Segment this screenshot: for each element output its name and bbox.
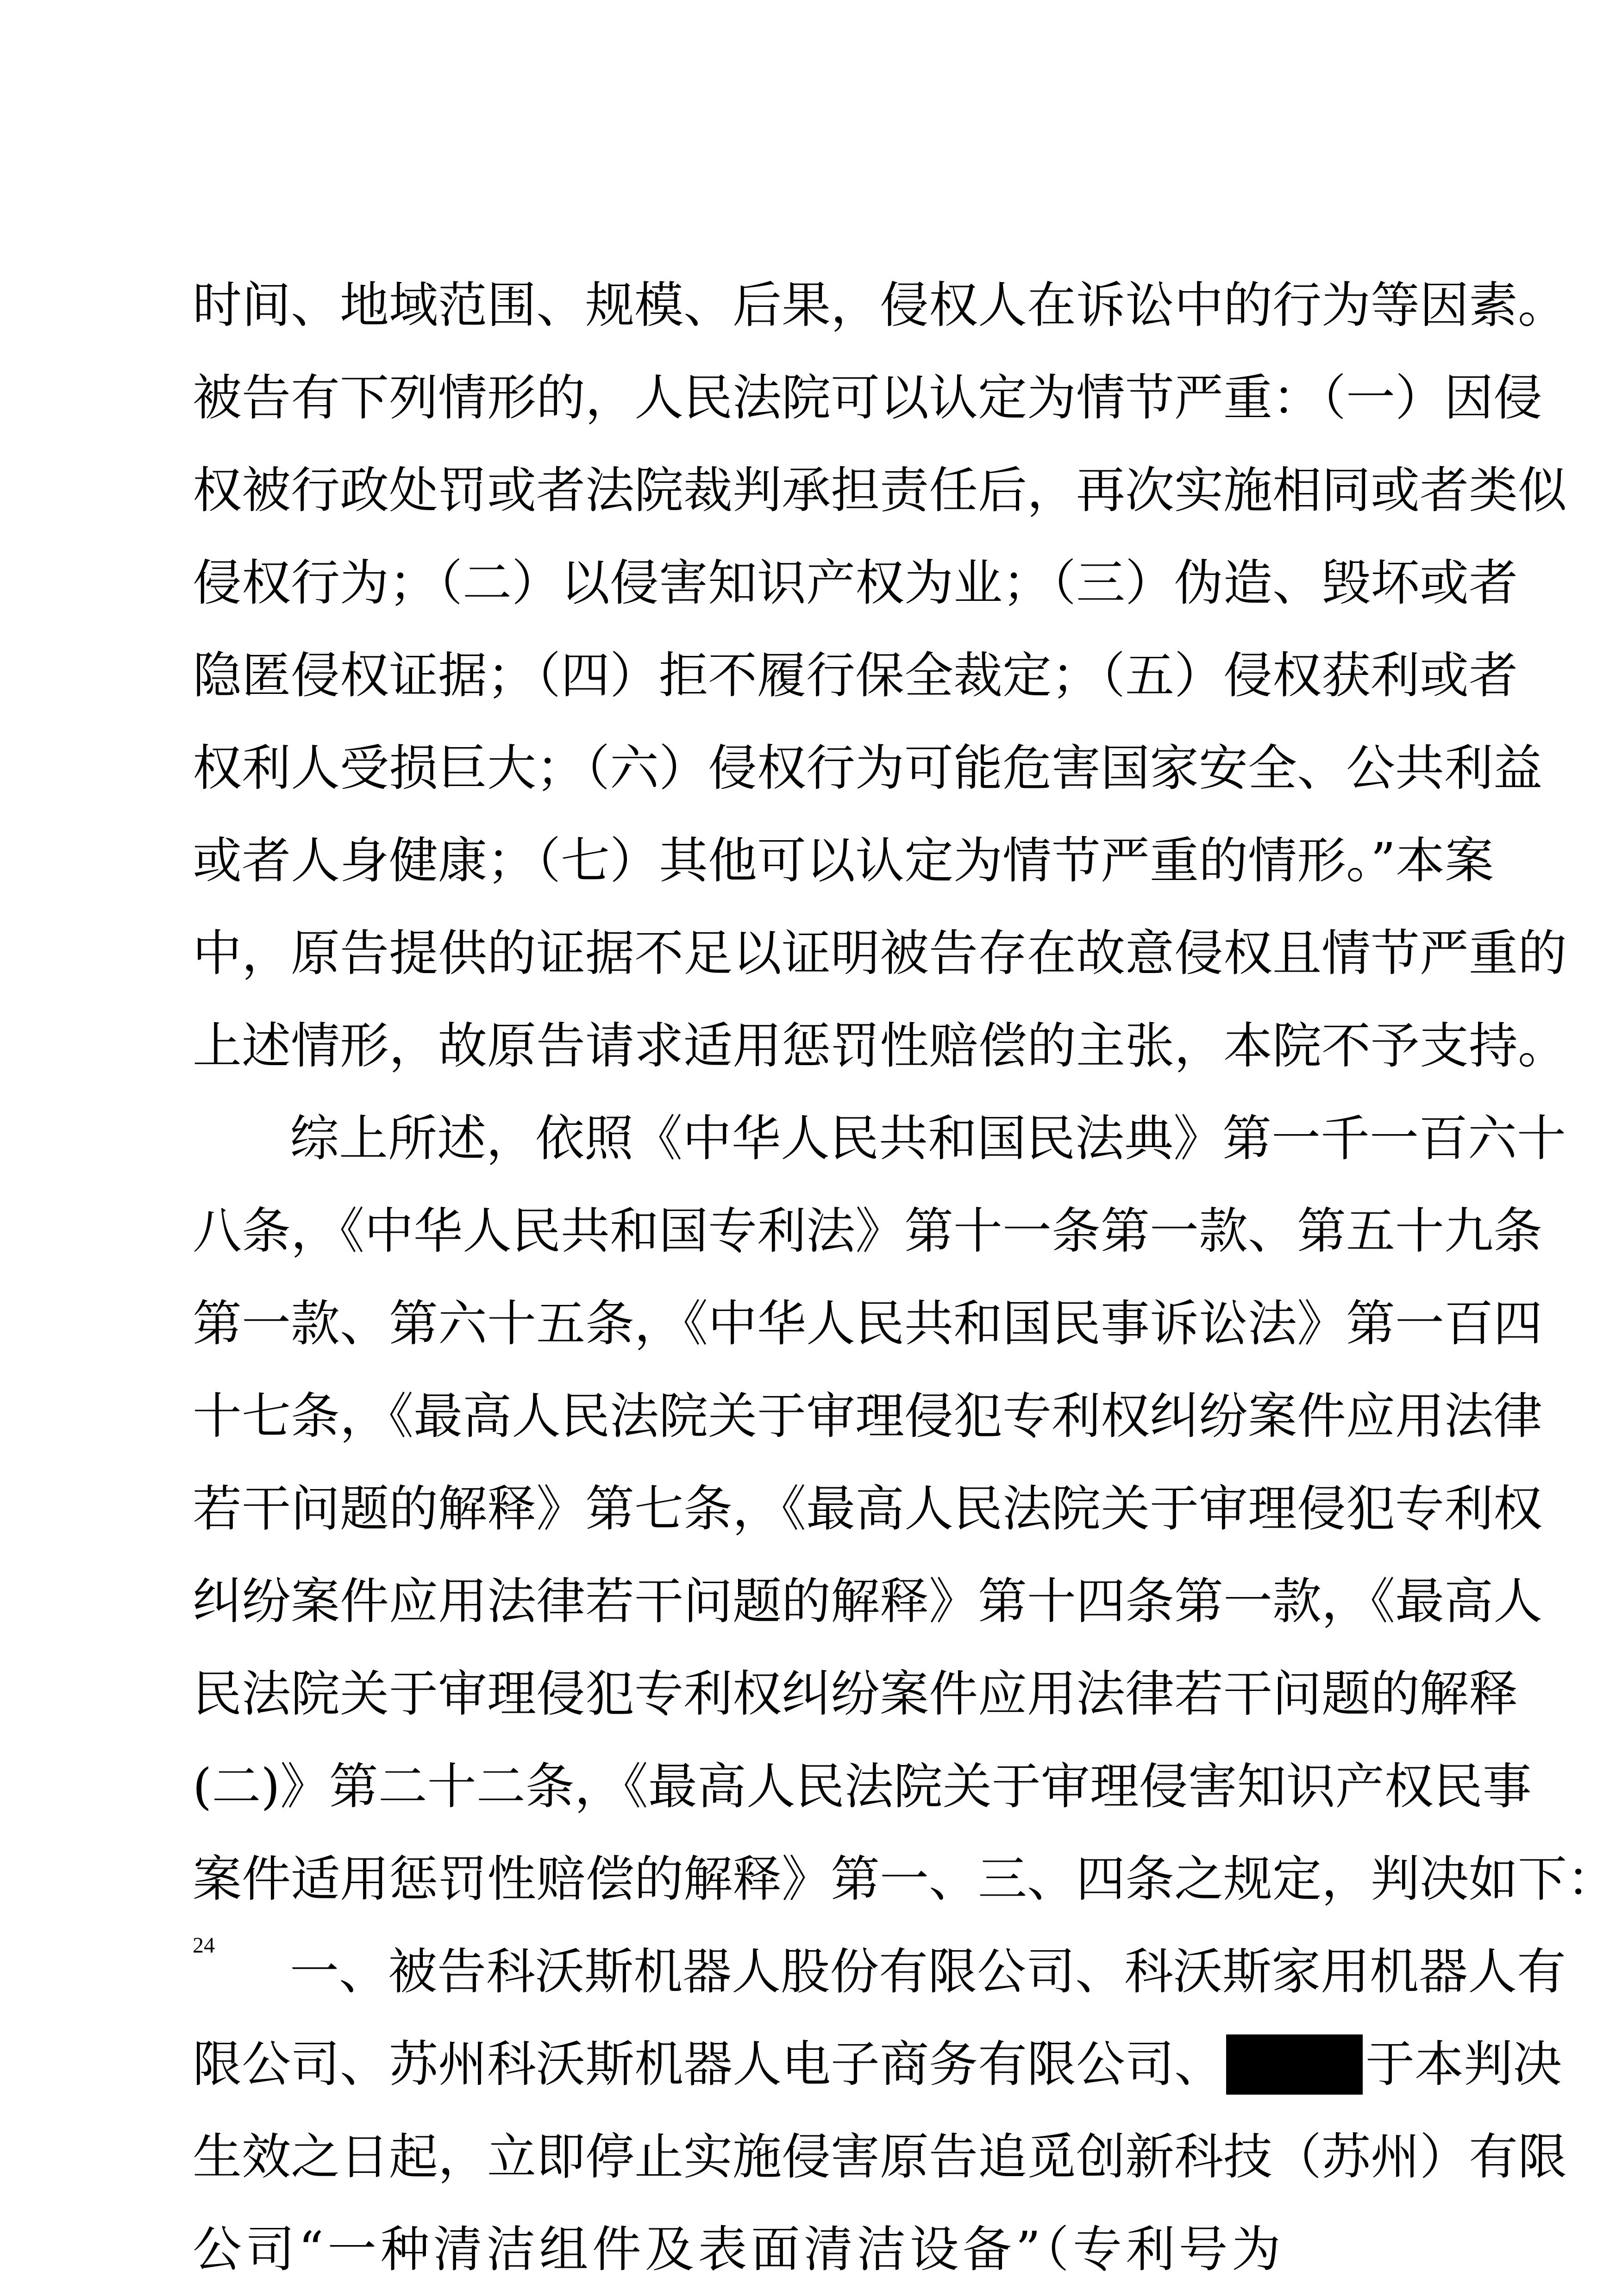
text-line: 八条，《中华人民共和国专利法》第十一条第一款、第五十九条 <box>193 1203 1542 1260</box>
text-line: 时间、地域范围、规模、后果，侵权人在诉讼中的行为等因素。 <box>193 277 1567 334</box>
text-line: 权利人受损巨大；（六）侵权行为可能危害国家安全、公共利益 <box>193 740 1542 797</box>
text-line: 上述情形，故原告请求适用惩罚性赔偿的主张，本院不予支持。 <box>193 1017 1567 1074</box>
judgment-text <box>193 259 1616 2296</box>
text-line: 隐匿侵权证据；（四）拒不履行保全裁定；（五）侵权获利或者 <box>193 647 1518 704</box>
text-line: 中，原告提供的证据不足以证明被告存在故意侵权且情节严重的 <box>193 925 1567 982</box>
text-line-redacted <box>193 2018 1562 2111</box>
text-segment: 于本判决 <box>1365 2036 1562 2093</box>
text-segment: 限公司、苏州科沃斯机器人电子商务有限公司、 <box>193 2036 1223 2093</box>
text-line: 或者人身健康；（七）其他可以认定为情节严重的情形。”本案 <box>193 832 1494 889</box>
text-line: 被告有下列情形的，人民法院可以认定为情节严重：（一）因侵 <box>193 369 1542 426</box>
text-line: 民法院关于审理侵犯专利权纠纷案件应用法律若干问题的解释 <box>193 1666 1518 1722</box>
text-line: 若干问题的解释》第七条，《最高人民法院关于审理侵犯专利权 <box>193 1480 1542 1537</box>
text-line: 侵权行为；（二）以侵害知识产权为业；（三）伪造、毁坏或者 <box>193 555 1518 611</box>
text-line: 第一款、第六十五条，《中华人民共和国民事诉讼法》第一百四 <box>193 1295 1542 1352</box>
text-line: 纠纷案件应用法律若干问题的解释》第十四条第一款，《最高人 <box>193 1573 1542 1630</box>
text-line: 权被行政处罚或者法院裁判承担责任后，再次实施相同或者类似 <box>193 462 1567 519</box>
page-number: 24 <box>193 1933 215 1958</box>
text-line: 综上所述，依照《中华人民共和国民法典》第一千一百六十 <box>290 1110 1566 1167</box>
text-line: 生效之日起，立即停止实施侵害原告追觅创新科技（苏州）有限 <box>193 2128 1567 2185</box>
text-line: 案件适用惩罚性赔偿的解释》第一、三、四条之规定，判决如下： <box>193 1851 1616 1908</box>
text-line: 公司“一种清洁组件及表面清洁设备”（专利号为 <box>193 2221 1281 2278</box>
text-line: 一、被告科沃斯机器人股份有限公司、科沃斯家用机器人有 <box>290 1943 1566 2000</box>
redaction-block <box>1226 2034 1363 2095</box>
text-line: (二)》第二十二条，《最高人民法院关于审理侵害知识产权民事 <box>193 1758 1532 1815</box>
text-line: 十七条，《最高人民法院关于审理侵犯专利权纠纷案件应用法律 <box>193 1388 1542 1445</box>
